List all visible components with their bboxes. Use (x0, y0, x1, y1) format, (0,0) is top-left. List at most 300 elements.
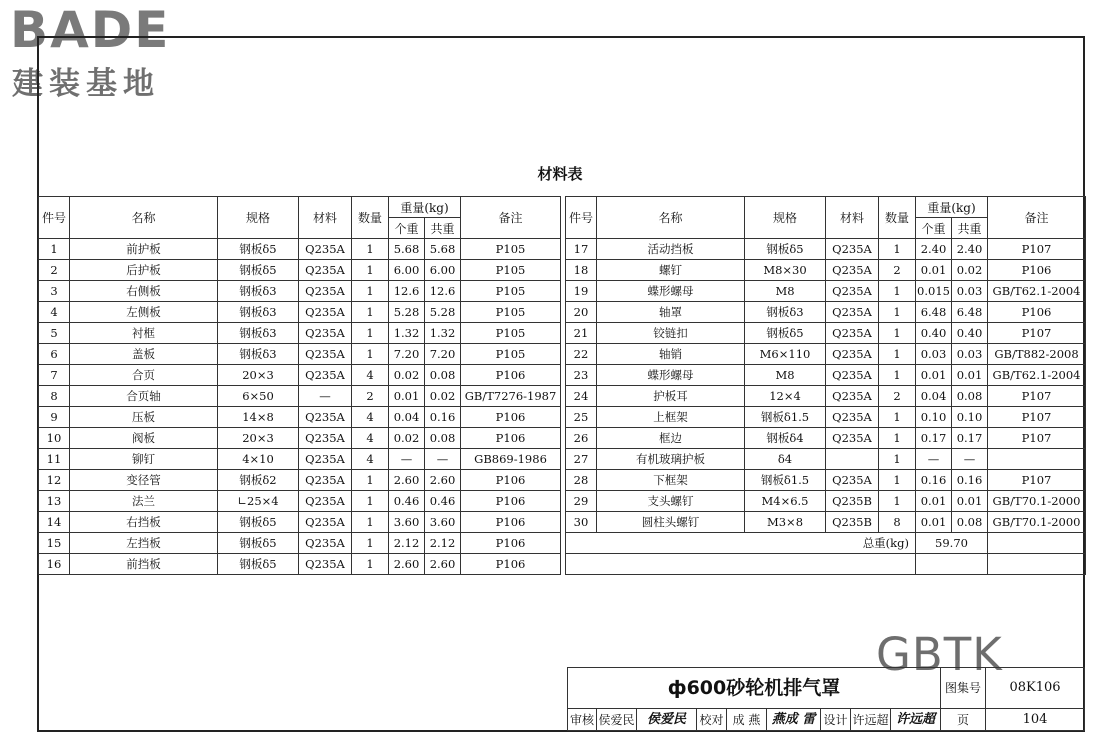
header-material: 材料 (299, 197, 352, 239)
cell-name: 有机玻璃护板 (597, 449, 745, 470)
cell-no: 1 (39, 239, 70, 260)
cell-remark: P107 (988, 386, 1086, 407)
cell-unit: — (389, 449, 425, 470)
material-table-left (38, 196, 561, 575)
cell-name: 铰链扣 (597, 323, 745, 344)
cell-unit: 0.02 (389, 365, 425, 386)
cell-unit: 0.015 (916, 281, 952, 302)
cell-material: Q235A (826, 260, 879, 281)
header-remark: 备注 (988, 197, 1086, 239)
cell-material: Q235A (826, 470, 879, 491)
cell-remark (988, 449, 1086, 470)
cell-remark: P106 (988, 260, 1086, 281)
cell-unit: 5.68 (389, 239, 425, 260)
cell-name: 铆钉 (70, 449, 218, 470)
cell-spec: 12×4 (745, 386, 826, 407)
cell-unit: 0.03 (916, 344, 952, 365)
cell-material: Q235A (826, 281, 879, 302)
cell-name: 蝶形螺母 (597, 281, 745, 302)
cell-material: Q235A (826, 323, 879, 344)
cell-qty: 4 (352, 428, 389, 449)
cell-total: 1.32 (425, 323, 461, 344)
cell-spec: 4×10 (218, 449, 299, 470)
table-row (39, 239, 561, 260)
cell-material: Q235A (826, 239, 879, 260)
cell-remark: P107 (988, 428, 1086, 449)
cell-total: 5.28 (425, 302, 461, 323)
cell-spec: 钢板δ3 (218, 281, 299, 302)
cell-no: 30 (566, 512, 597, 533)
cell-total: 0.01 (952, 491, 988, 512)
cell-name: 合页轴 (70, 386, 218, 407)
cell-remark: P106 (461, 407, 561, 428)
table-row (566, 386, 1086, 407)
cell-spec: 钢板δ5 (218, 239, 299, 260)
cell-unit: 0.01 (916, 365, 952, 386)
cell-qty: 1 (352, 470, 389, 491)
cell-qty: 1 (352, 512, 389, 533)
design-name: 许远超 (851, 709, 891, 731)
cell-unit: 0.17 (916, 428, 952, 449)
page-label: 页 (941, 709, 986, 731)
cell-material: Q235A (826, 428, 879, 449)
header-material: 材料 (826, 197, 879, 239)
cell-no: 25 (566, 407, 597, 428)
table-row (39, 470, 561, 491)
cell-material: Q235A (826, 365, 879, 386)
cell-qty: 1 (879, 491, 916, 512)
cell-total: 2.12 (425, 533, 461, 554)
cell-no: 23 (566, 365, 597, 386)
cell-no: 7 (39, 365, 70, 386)
cell-name: 螺钉 (597, 260, 745, 281)
cell-unit: 0.04 (389, 407, 425, 428)
cell-unit: 0.01 (916, 512, 952, 533)
cell-name: 轴销 (597, 344, 745, 365)
cell-total: 2.40 (952, 239, 988, 260)
cell-qty: 4 (352, 449, 389, 470)
cell-material: Q235A (299, 239, 352, 260)
cell-no: 15 (39, 533, 70, 554)
cell-remark: P107 (988, 470, 1086, 491)
cell-name: 右侧板 (70, 281, 218, 302)
cell-total: 0.01 (952, 365, 988, 386)
cell-no: 11 (39, 449, 70, 470)
cell-no: 22 (566, 344, 597, 365)
cell-material: Q235A (299, 554, 352, 575)
cell-unit: 12.6 (389, 281, 425, 302)
cell-name: 护板耳 (597, 386, 745, 407)
total-weight-label: 总重(kg) (566, 533, 916, 554)
review-label: 审核 (567, 709, 597, 731)
cell-total: 0.02 (952, 260, 988, 281)
cell-total: 7.20 (425, 344, 461, 365)
table-title: 材料表 (537, 165, 583, 183)
title-block (567, 667, 1085, 731)
cell-total: 0.03 (952, 281, 988, 302)
cell-name: 支头螺钉 (597, 491, 745, 512)
table-row (566, 449, 1086, 470)
cell-material: Q235A (299, 512, 352, 533)
cell-material (826, 449, 879, 470)
cell-qty: 1 (352, 533, 389, 554)
cell-remark: P106 (461, 554, 561, 575)
cell-spec: 20×3 (218, 365, 299, 386)
cell-name: 框边 (597, 428, 745, 449)
cell-name: 左侧板 (70, 302, 218, 323)
cell-remark: P105 (461, 239, 561, 260)
cell-total: 0.08 (952, 386, 988, 407)
cell-unit: 6.00 (389, 260, 425, 281)
cell-spec: 钢板δ5 (218, 512, 299, 533)
cell-remark: P106 (461, 470, 561, 491)
cell-name: 轴罩 (597, 302, 745, 323)
table-row (566, 365, 1086, 386)
cell-qty: 1 (879, 344, 916, 365)
cell-total: 2.60 (425, 554, 461, 575)
cell-spec: 钢板δ3 (218, 344, 299, 365)
cell-spec: 钢板δ3 (218, 302, 299, 323)
cell-material: Q235A (299, 491, 352, 512)
table-row (566, 260, 1086, 281)
cell-total: 2.60 (425, 470, 461, 491)
cell-spec: δ4 (745, 449, 826, 470)
table-row (39, 281, 561, 302)
cell-name: 变径管 (70, 470, 218, 491)
cell-spec: 钢板δ3 (745, 302, 826, 323)
cell-spec: 钢板δ5 (745, 239, 826, 260)
cell-material: Q235A (299, 281, 352, 302)
cell-spec: 钢板δ3 (218, 323, 299, 344)
header-remark: 备注 (461, 197, 561, 239)
cell-spec: M8 (745, 281, 826, 302)
check-name: 成 燕 (727, 709, 767, 731)
cell-total: 0.03 (952, 344, 988, 365)
logo-subtitle: 建装基地 (12, 66, 160, 102)
cell-material: Q235A (826, 407, 879, 428)
cell-qty: 1 (879, 470, 916, 491)
cell-material: Q235A (299, 428, 352, 449)
header-no: 件号 (566, 197, 597, 239)
header-weight: 重量(kg) (389, 197, 461, 218)
table-row (39, 449, 561, 470)
cell-total: 6.48 (952, 302, 988, 323)
cell-total: 3.60 (425, 512, 461, 533)
table-row (566, 512, 1086, 533)
cell-name: 后护板 (70, 260, 218, 281)
cell-remark: P105 (461, 260, 561, 281)
cell-unit: — (916, 449, 952, 470)
cell-material: Q235A (299, 302, 352, 323)
cell-name: 衬框 (70, 323, 218, 344)
cell-no: 14 (39, 512, 70, 533)
cell-name: 左挡板 (70, 533, 218, 554)
total-weight-blank (988, 533, 1086, 554)
total-weight-row (566, 533, 1086, 554)
cell-no: 2 (39, 260, 70, 281)
cell-no: 20 (566, 302, 597, 323)
cell-name: 圆柱头螺钉 (597, 512, 745, 533)
table-row (39, 554, 561, 575)
table-row (566, 281, 1086, 302)
cell-qty: 1 (352, 554, 389, 575)
total-weight-value: 59.70 (916, 533, 988, 554)
cell-total: 0.08 (425, 428, 461, 449)
cell-no: 3 (39, 281, 70, 302)
cell-remark: P107 (988, 407, 1086, 428)
cell-name: 右挡板 (70, 512, 218, 533)
header-name: 名称 (70, 197, 218, 239)
header-unit-weight: 个重 (916, 218, 952, 239)
table-row (566, 323, 1086, 344)
cell-total: — (952, 449, 988, 470)
cell-name: 盖板 (70, 344, 218, 365)
table-row (566, 491, 1086, 512)
cell-name: 蝶形螺母 (597, 365, 745, 386)
cell-name: 法兰 (70, 491, 218, 512)
cell-spec: 钢板δ4 (745, 428, 826, 449)
cell-name: 下框架 (597, 470, 745, 491)
cell-unit: 0.40 (916, 323, 952, 344)
table-row (566, 344, 1086, 365)
cell-no: 6 (39, 344, 70, 365)
cell-remark: GB/T62.1-2004 (988, 281, 1086, 302)
atlas-number: 08K106 (985, 667, 1085, 709)
cell-unit: 0.01 (389, 386, 425, 407)
table-row (39, 365, 561, 386)
header-qty: 数量 (352, 197, 389, 239)
design-signature: 许远超 (891, 709, 941, 731)
cell-name: 活动挡板 (597, 239, 745, 260)
cell-material: Q235A (299, 260, 352, 281)
cell-remark: P106 (988, 302, 1086, 323)
cell-unit: 2.12 (389, 533, 425, 554)
cell-total: 0.16 (952, 470, 988, 491)
header-spec: 规格 (745, 197, 826, 239)
cell-total: 5.68 (425, 239, 461, 260)
header-qty: 数量 (879, 197, 916, 239)
cell-no: 28 (566, 470, 597, 491)
cell-qty: 1 (879, 407, 916, 428)
cell-no: 10 (39, 428, 70, 449)
cell-qty: 2 (352, 386, 389, 407)
cell-remark: GB/T882-2008 (988, 344, 1086, 365)
table-row (39, 491, 561, 512)
cell-spec: 钢板δ1.5 (745, 470, 826, 491)
header-unit-weight: 个重 (389, 218, 425, 239)
cell-material: Q235B (826, 491, 879, 512)
cell-spec: 钢板δ5 (218, 533, 299, 554)
cell-total: — (425, 449, 461, 470)
cell-remark: GB/T70.1-2000 (988, 512, 1086, 533)
logo-text: BADE (10, 1, 171, 59)
cell-name: 阀板 (70, 428, 218, 449)
cell-material: Q235A (299, 533, 352, 554)
cell-material: Q235A (299, 323, 352, 344)
cell-qty: 4 (352, 407, 389, 428)
cell-material: Q235A (826, 386, 879, 407)
cell-no: 17 (566, 239, 597, 260)
cell-material: Q235A (299, 470, 352, 491)
cell-remark: P105 (461, 302, 561, 323)
cell-no: 16 (39, 554, 70, 575)
cell-qty: 1 (879, 281, 916, 302)
cell-no: 13 (39, 491, 70, 512)
table-row (39, 323, 561, 344)
table-row (39, 344, 561, 365)
table-row (39, 260, 561, 281)
cell-material: Q235B (826, 512, 879, 533)
material-table-right (565, 196, 1086, 575)
cell-spec: 20×3 (218, 428, 299, 449)
cell-total: 0.08 (952, 512, 988, 533)
cell-unit: 0.04 (916, 386, 952, 407)
cell-total: 0.40 (952, 323, 988, 344)
cell-unit: 2.60 (389, 470, 425, 491)
cell-total: 0.02 (425, 386, 461, 407)
cell-no: 4 (39, 302, 70, 323)
cell-qty: 1 (352, 260, 389, 281)
cell-remark: P106 (461, 533, 561, 554)
table-row (39, 533, 561, 554)
cell-no: 8 (39, 386, 70, 407)
cell-material: Q235A (826, 302, 879, 323)
cell-qty: 8 (879, 512, 916, 533)
page-number: 104 (986, 709, 1085, 731)
cell-spec: M6×110 (745, 344, 826, 365)
table-row (566, 428, 1086, 449)
check-label: 校对 (697, 709, 727, 731)
cell-material: Q235A (299, 344, 352, 365)
header-total-weight: 共重 (425, 218, 461, 239)
cell-qty: 1 (879, 449, 916, 470)
cell-qty: 4 (352, 365, 389, 386)
table-row (566, 239, 1086, 260)
cell-unit: 0.10 (916, 407, 952, 428)
cell-qty: 1 (879, 365, 916, 386)
cell-qty: 1 (352, 239, 389, 260)
cell-unit: 0.16 (916, 470, 952, 491)
cell-qty: 2 (879, 386, 916, 407)
review-name: 侯爱民 (597, 709, 637, 731)
cell-qty: 1 (352, 323, 389, 344)
cell-unit: 0.46 (389, 491, 425, 512)
cell-no: 21 (566, 323, 597, 344)
cell-spec: M3×8 (745, 512, 826, 533)
cell-unit: 2.60 (389, 554, 425, 575)
cell-spec: ∟25×4 (218, 491, 299, 512)
cell-name: 压板 (70, 407, 218, 428)
cell-material: Q235A (299, 407, 352, 428)
cell-remark: GB/T70.1-2000 (988, 491, 1086, 512)
header-spec: 规格 (218, 197, 299, 239)
cell-no: 12 (39, 470, 70, 491)
cell-unit: 5.28 (389, 302, 425, 323)
cell-remark: P106 (461, 512, 561, 533)
table-row (566, 407, 1086, 428)
cell-spec: M8×30 (745, 260, 826, 281)
cell-unit: 2.40 (916, 239, 952, 260)
atlas-label: 图集号 (940, 667, 986, 709)
cell-spec: 钢板δ1.5 (745, 407, 826, 428)
cell-no: 19 (566, 281, 597, 302)
cell-qty: 1 (352, 344, 389, 365)
check-signature: 燕成 雷 (767, 709, 821, 731)
cell-total: 0.10 (952, 407, 988, 428)
cell-unit: 0.01 (916, 491, 952, 512)
cell-total: 6.00 (425, 260, 461, 281)
cell-unit: 1.32 (389, 323, 425, 344)
cell-total: 0.46 (425, 491, 461, 512)
cell-spec: 14×8 (218, 407, 299, 428)
material-table-right-body (566, 239, 1086, 533)
cell-unit: 0.01 (916, 260, 952, 281)
cell-qty: 1 (879, 302, 916, 323)
cell-spec: M8 (745, 365, 826, 386)
cell-remark: GB/T62.1-2004 (988, 365, 1086, 386)
cell-no: 29 (566, 491, 597, 512)
cell-remark: P107 (988, 323, 1086, 344)
cell-qty: 1 (352, 281, 389, 302)
table-row (39, 428, 561, 449)
cell-qty: 1 (352, 302, 389, 323)
cell-qty: 1 (352, 491, 389, 512)
header-total-weight: 共重 (952, 218, 988, 239)
table-row (566, 302, 1086, 323)
cell-remark: GB869-1986 (461, 449, 561, 470)
cell-remark: P105 (461, 323, 561, 344)
cell-remark: P107 (988, 239, 1086, 260)
table-row (566, 470, 1086, 491)
cell-remark: P105 (461, 344, 561, 365)
cell-remark: P106 (461, 428, 561, 449)
cell-total: 12.6 (425, 281, 461, 302)
header-no: 件号 (39, 197, 70, 239)
header-name: 名称 (597, 197, 745, 239)
cell-total: 0.17 (952, 428, 988, 449)
cell-spec: 6×50 (218, 386, 299, 407)
cell-spec: 钢板δ5 (745, 323, 826, 344)
review-signature: 侯爱民 (637, 709, 697, 731)
cell-unit: 3.60 (389, 512, 425, 533)
material-table-left-body (39, 239, 561, 575)
cell-no: 24 (566, 386, 597, 407)
watermark-text: GBTK (876, 628, 1003, 681)
drawing-title: ф600砂轮机排气罩 (567, 667, 941, 709)
table-row (39, 302, 561, 323)
cell-qty: 1 (879, 323, 916, 344)
cell-qty: 1 (879, 428, 916, 449)
cell-unit: 6.48 (916, 302, 952, 323)
cell-name: 前挡板 (70, 554, 218, 575)
cell-no: 26 (566, 428, 597, 449)
table-row (39, 407, 561, 428)
design-label: 设计 (821, 709, 851, 731)
cell-remark: P105 (461, 281, 561, 302)
cell-material: Q235A (826, 344, 879, 365)
cell-total: 0.08 (425, 365, 461, 386)
cell-no: 9 (39, 407, 70, 428)
cell-spec: M4×6.5 (745, 491, 826, 512)
signature-row-border (567, 709, 1085, 731)
cell-remark: P106 (461, 491, 561, 512)
cell-name: 合页 (70, 365, 218, 386)
cell-no: 5 (39, 323, 70, 344)
table-row (39, 386, 561, 407)
header-weight: 重量(kg) (916, 197, 988, 218)
cell-material: Q235A (299, 365, 352, 386)
cell-spec: 钢板δ2 (218, 470, 299, 491)
